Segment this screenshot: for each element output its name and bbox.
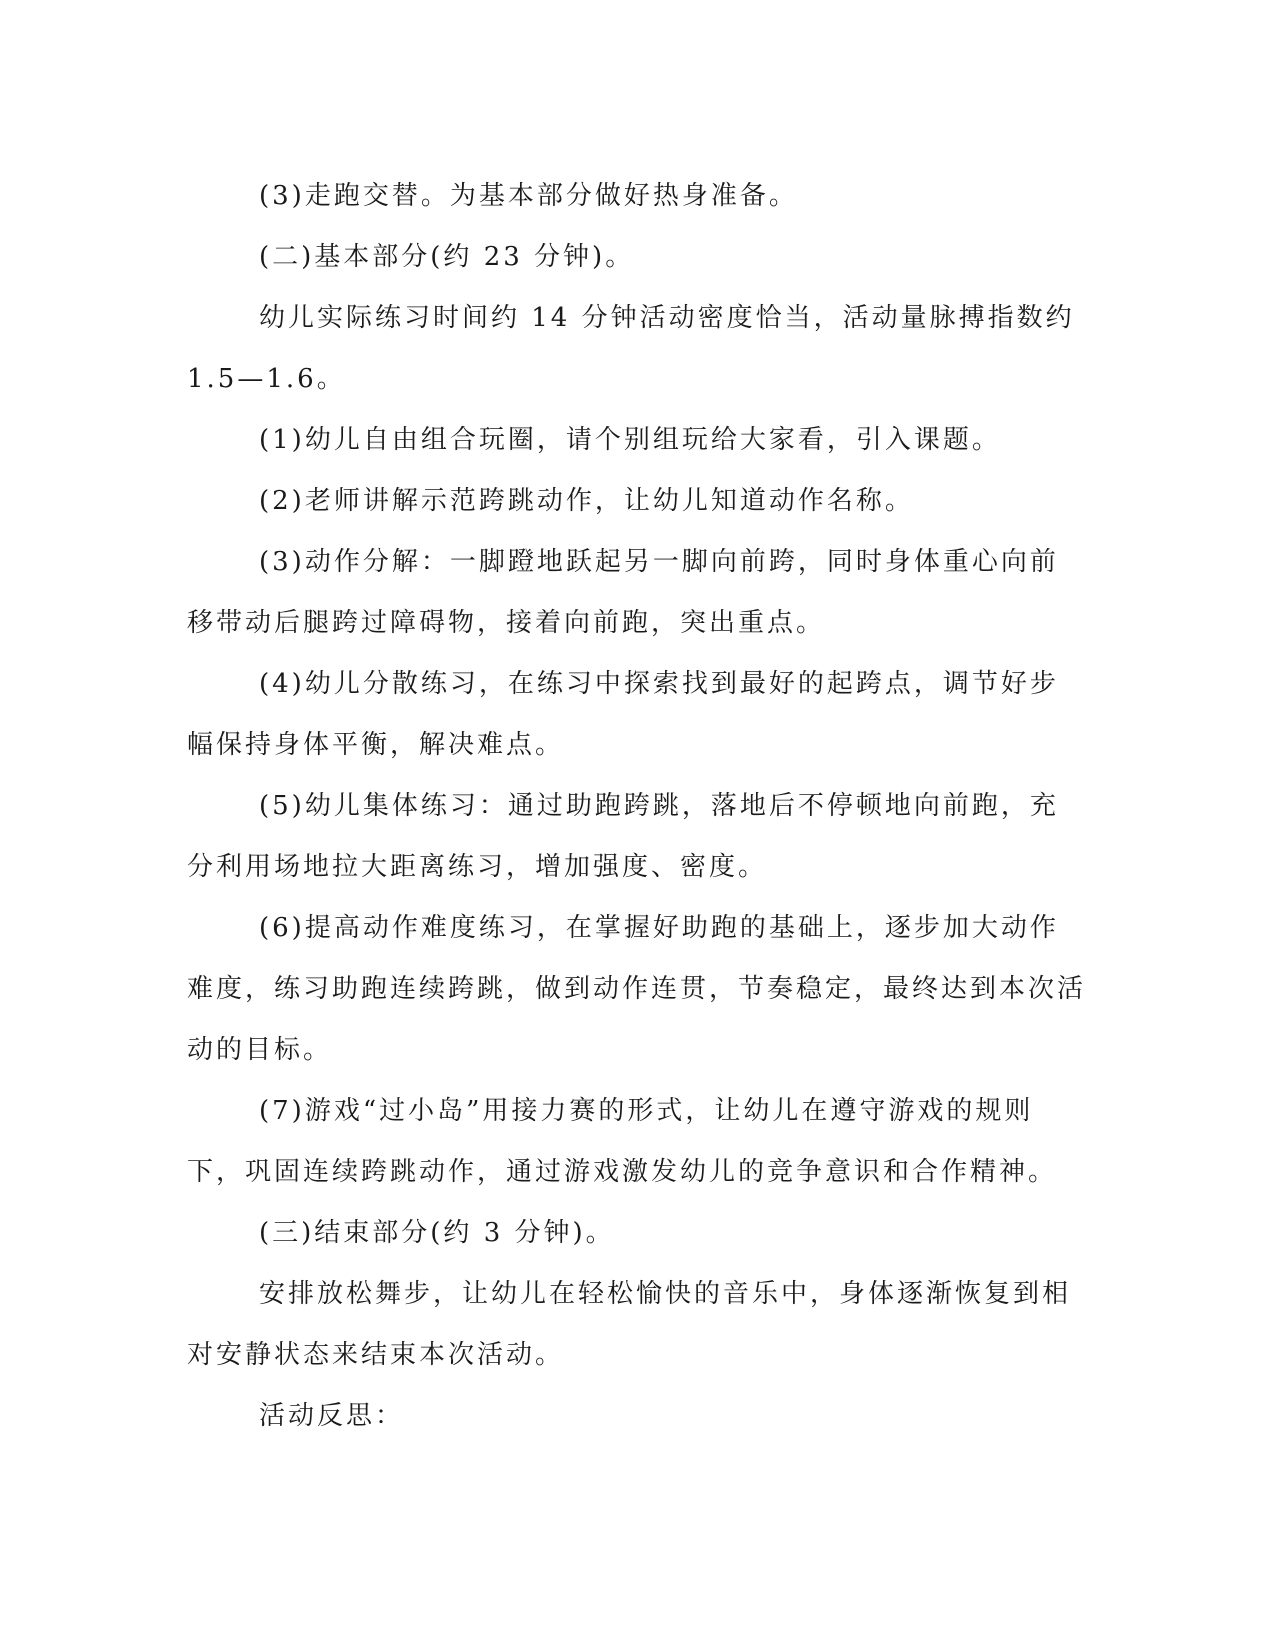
document-body <box>187 166 1087 1447</box>
paragraph: 安排放松舞步，让幼儿在轻松愉快的音乐中，身体逐渐恢复到相对安静状态来结束本次活动。 <box>187 1279 1072 1370</box>
paragraph: (三)结束部分(约 3 分钟)。 <box>259 1218 615 1248</box>
paragraph: 活动反思： <box>259 1401 405 1431</box>
paragraph: (二)基本部分(约 23 分钟)。 <box>259 242 635 272</box>
paragraph: (1)幼儿自由组合玩圈，请个别组玩给大家看，引入课题。 <box>259 425 1001 455</box>
paragraph: (4)幼儿分散练习，在练习中探索找到最好的起跨点，调节好步幅保持身体平衡，解决难点。 <box>187 669 1059 760</box>
paragraph: 幼儿实际练习时间约 14 分钟活动密度恰当，活动量脉搏指数约 1.5—1.6。 <box>187 303 1075 394</box>
paragraph: (5)幼儿集体练习：通过助跑跨跳，落地后不停顿地向前跑，充分利用场地拉大距离练习，增加强度、密度。 <box>187 791 1059 882</box>
paragraph: (6)提高动作难度练习，在掌握好助跑的基础上，逐步加大动作难度，练习助跑连续跨跳，做到动作连贯，节奏稳定，最终达到本次活动的目标。 <box>187 913 1087 1065</box>
paragraph: (3)动作分解：一脚蹬地跃起另一脚向前跨，同时身体重心向前移带动后腿跨过障碍物，接着向前跑，突出重点。 <box>187 547 1059 638</box>
paragraph: (7)游戏“过小岛”用接力赛的形式，让幼儿在遵守游戏的规则下，巩固连续跨跳动作，通过游戏激发幼儿的竞争意识和合作精神。 <box>187 1096 1058 1187</box>
paragraph: (2)老师讲解示范跨跳动作，让幼儿知道动作名称。 <box>259 486 914 516</box>
paragraph: (3)走跑交替。为基本部分做好热身准备。 <box>259 181 798 211</box>
